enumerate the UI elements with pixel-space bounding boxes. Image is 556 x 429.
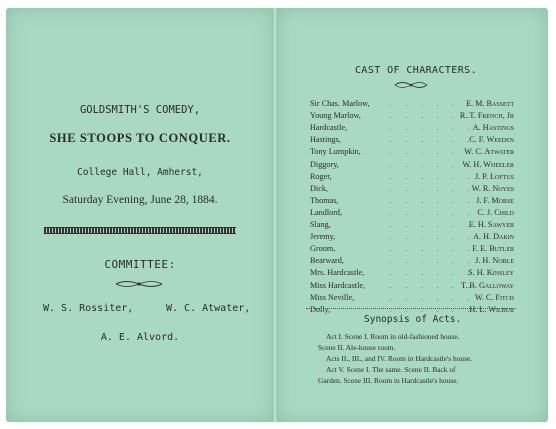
book-gutter (272, 8, 278, 422)
synopsis-line: Act I. Scene I. Room in old-fashioned house. (326, 332, 460, 341)
cast-role: Slang, (310, 220, 331, 229)
committee-member-1: W. S. Rossiter, (43, 303, 134, 314)
leader-dots: . . . . . . (390, 269, 476, 278)
synopsis-line: Scene II. Ale-house room. (318, 343, 396, 352)
cast-role: Dick, (310, 183, 328, 193)
cast-actor: A. H. Dakin (473, 232, 514, 242)
leader-dots: . . . . . . (390, 208, 476, 217)
leader-dots: . . . . . . (390, 196, 476, 205)
cast-row (310, 243, 514, 255)
cast-heading: CAST OF CHARACTERS. (355, 65, 477, 76)
cast-role: Jeremy, (310, 232, 336, 242)
leader-dots: . . . . . . (390, 100, 476, 108)
cast-row (310, 183, 514, 195)
cast-actor: T. B. Galloway (460, 280, 514, 290)
cast-row (310, 219, 514, 231)
cast-row (310, 207, 514, 219)
leader-dots: . . . . . . (390, 257, 476, 266)
cast-row (310, 255, 514, 267)
cast-row (310, 134, 514, 146)
date-line: Saturday Evening, June 28, 1884. (62, 194, 218, 206)
cast-row (310, 98, 514, 110)
synopsis-line: Garden. Scene III. Room in Hardcastle's house. (318, 376, 459, 385)
cast-row (310, 110, 514, 122)
synopsis-line: Acts II., III., and IV. Room in Hardcastle's house. (326, 354, 473, 363)
cast-role: Tony Lumpkin, (310, 147, 361, 157)
leader-dots: . . . . . . (390, 160, 476, 169)
cast-role: Mrs. Hardcastle, (310, 268, 365, 278)
leader-dots: . . . . . . (390, 305, 476, 314)
scroll-ornament-icon (393, 80, 429, 90)
cast-row (310, 231, 514, 243)
cast-actor: R. T. French, Jr (459, 111, 514, 121)
leader-dots: . . . . . . (390, 184, 476, 193)
cast-actor: J. P. Loftus (474, 171, 514, 181)
cast-role: Roger, (310, 171, 332, 181)
synopsis-heading: Synopsis of Acts. (364, 314, 462, 325)
cast-role: Landlord, (310, 207, 343, 217)
leader-dots: . . . . . . (390, 293, 476, 302)
leader-dots: . . . . . . (390, 148, 476, 157)
author-line: GOLDSMITH'S COMEDY, (79, 104, 201, 116)
leader-dots: . . . . . . (390, 221, 476, 229)
committee-heading: COMMITTEE: (104, 258, 176, 271)
cast-row (310, 146, 514, 158)
cast-actor: E. M. Bassett (466, 99, 514, 108)
cast-role: Sir Chas. Marlow, (310, 99, 370, 108)
cast-actor: W. H. Wheeler (462, 159, 514, 169)
cast-row (310, 195, 514, 207)
left-page (6, 8, 274, 422)
play-title: SHE STOOPS TO CONQUER. (49, 131, 231, 145)
cast-actor: J. F. Morse (476, 195, 514, 205)
cast-actor: W. C. Atwater (464, 147, 514, 157)
cast-actor: H. L. Wilbur (469, 304, 514, 314)
cast-role: Miss Neville, (310, 292, 355, 302)
synopsis-line: Act V. Scene I. The same. Scene II. Back of (326, 365, 456, 374)
cast-actor: W. R. Noyes (471, 183, 514, 193)
committee-member-3: A. E. Alvord. (100, 332, 180, 343)
cast-row (310, 280, 514, 292)
leader-dots: . . . . . . (390, 233, 476, 242)
cast-actor: C. F. Weeden (469, 135, 514, 145)
cast-actor: C. J. Child (477, 207, 514, 217)
leader-dots: . . . . . . (390, 124, 476, 133)
synopsis-text (318, 331, 518, 386)
leader-dots: . . . . . . (390, 245, 476, 254)
cast-role: Hastings, (310, 135, 341, 145)
cast-role: Dolly, (310, 304, 331, 314)
double-rule-divider (44, 227, 236, 234)
cast-row (310, 122, 514, 134)
cast-role: Miss Hardcastle, (310, 280, 366, 290)
cast-role: Hardcastle, (310, 123, 348, 133)
venue-line: College Hall, Amherst, (77, 167, 203, 178)
leader-dots: . . . . . . (390, 172, 476, 181)
cast-role: Diggory, (310, 159, 339, 169)
cast-role: Groom, (310, 244, 336, 254)
scroll-ornament-icon (114, 279, 164, 289)
leader-dots: . . . . . . (390, 136, 476, 145)
cast-actor: S. H. Kinsley (468, 268, 514, 278)
cast-row (310, 292, 514, 304)
cast-role: Young Marlow, (310, 111, 361, 121)
cast-row (310, 171, 514, 183)
cast-actor: A. Hastings (472, 123, 514, 133)
cast-role: Bearward, (310, 256, 344, 266)
cast-actor: W. C. Fitch (474, 292, 514, 302)
cast-actor: J. H. Noble (475, 256, 514, 266)
cast-row (310, 159, 514, 171)
cast-role: Thomas, (310, 195, 339, 205)
leader-dots: . . . . . . (390, 281, 476, 290)
section-divider (306, 308, 516, 309)
cast-actor: E. H. Sawyer (468, 220, 514, 229)
committee-member-2: W. C. Atwater, (166, 303, 251, 314)
cast-row (310, 267, 514, 279)
cast-actor: F. E. Butler (472, 244, 514, 254)
leader-dots: . . . . . . (390, 112, 476, 121)
